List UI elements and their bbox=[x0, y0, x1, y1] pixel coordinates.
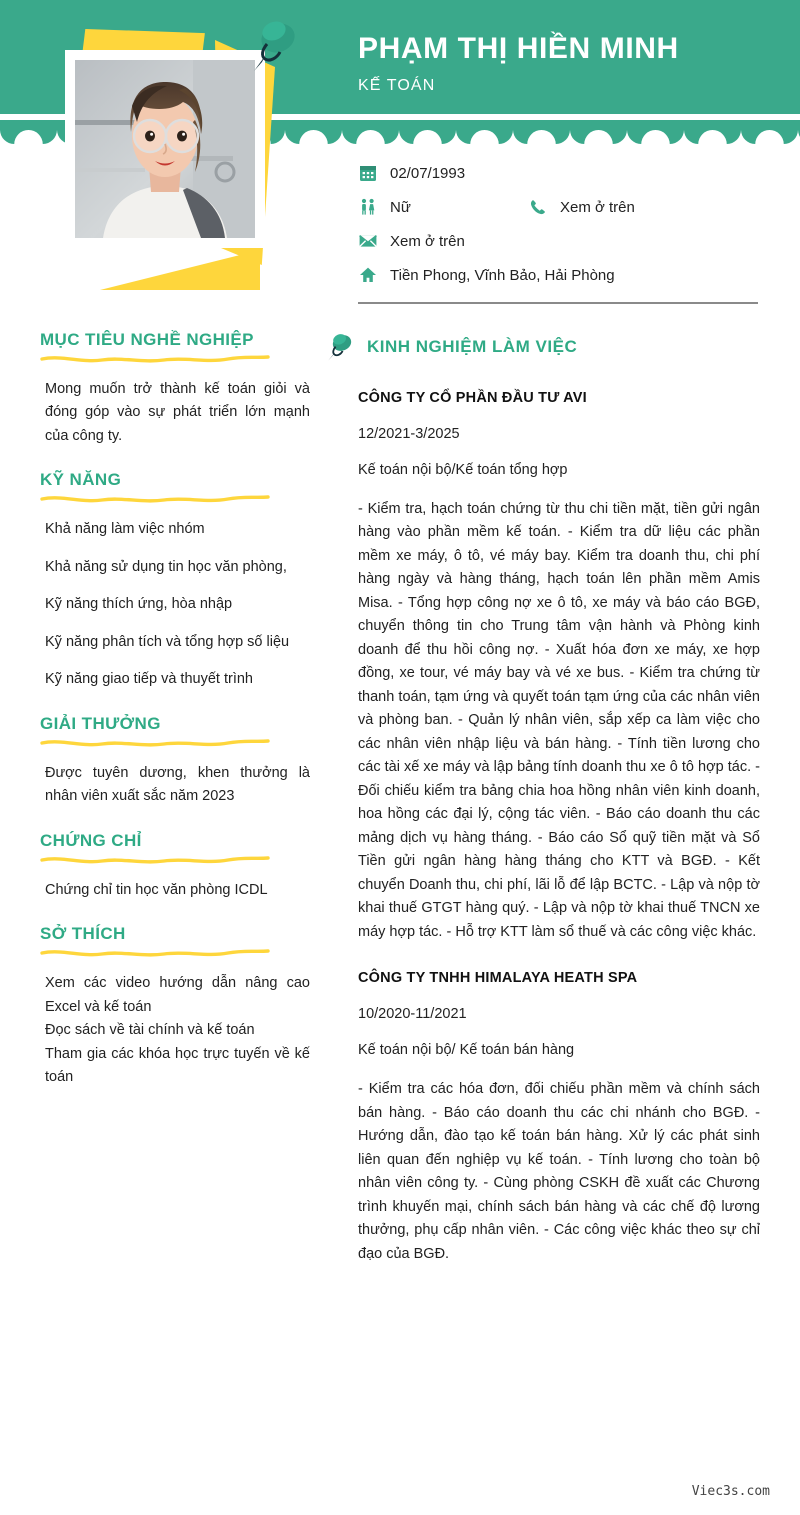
section-title-awards: GIẢI THƯỞNG bbox=[40, 713, 161, 733]
job-position: Kế toán nội bộ/Kế toán tổng hợp bbox=[358, 462, 568, 478]
envelope-icon bbox=[358, 231, 378, 251]
job-company-name: CÔNG TY TNHH HIMALAYA HEATH SPA bbox=[358, 970, 638, 987]
contact-row-birthday bbox=[358, 160, 758, 186]
gender-icon bbox=[358, 197, 378, 217]
avatar bbox=[75, 60, 255, 238]
job-role-subtitle: KẾ TOÁN bbox=[358, 77, 436, 94]
job-position: Kế toán nội bộ/ Kế toán bán hàng bbox=[358, 1042, 575, 1059]
squiggle-underline bbox=[40, 354, 270, 364]
squiggle-underline bbox=[40, 948, 270, 958]
objective-text: Mong muốn trở thành kế toán giỏi và đóng góp vào sự phát triển lớn mạnh của công ty. bbox=[45, 381, 310, 444]
contact-item-birthday bbox=[358, 163, 528, 183]
contact-value-address: Tiền Phong, Vĩnh Bảo, Hải Phòng bbox=[390, 266, 615, 284]
profile-photo-frame bbox=[65, 50, 265, 248]
squiggle-underline bbox=[40, 738, 270, 748]
contact-value-birthday: 02/07/1993 bbox=[390, 164, 466, 182]
section-awards bbox=[40, 714, 310, 809]
phone-icon bbox=[528, 197, 548, 217]
contact-item-phone bbox=[528, 197, 635, 217]
job-dates: 10/2020-11/2021 bbox=[358, 1006, 467, 1023]
job-entry bbox=[325, 970, 760, 1266]
contact-item-email bbox=[358, 231, 528, 251]
section-title-certificates: CHỨNG CHỈ bbox=[40, 830, 142, 850]
sidebar bbox=[40, 330, 310, 1112]
list-item: Đọc sách về tài chính và kế toán bbox=[45, 1022, 255, 1039]
calendar-icon bbox=[358, 163, 378, 183]
job-dates: 12/2021-3/2025 bbox=[358, 426, 460, 442]
experience-column bbox=[325, 332, 760, 1292]
contact-divider bbox=[358, 302, 758, 304]
pushpin-icon bbox=[248, 18, 300, 76]
hobbies-list bbox=[45, 972, 310, 1089]
list-item: Khả năng làm việc nhóm bbox=[45, 521, 205, 538]
experience-header bbox=[325, 332, 760, 362]
name-block bbox=[358, 32, 679, 95]
list-item: Khả năng sử dụng tin học văn phòng, bbox=[45, 558, 287, 575]
contact-item-address bbox=[358, 265, 615, 285]
contact-value-gender: Nữ bbox=[390, 198, 411, 216]
cv-header bbox=[0, 0, 800, 150]
skills-list bbox=[45, 518, 310, 691]
squiggle-underline bbox=[40, 494, 270, 504]
list-item: Kỹ năng giao tiếp và thuyết trình bbox=[45, 671, 253, 688]
watermark: Viec3s.com bbox=[691, 1484, 770, 1499]
section-title-skills: KỸ NĂNG bbox=[40, 470, 122, 490]
job-entry bbox=[325, 390, 760, 944]
contact-row-address bbox=[358, 262, 758, 288]
certificates-list bbox=[45, 879, 310, 902]
list-item: Được tuyên dương, khen thưởng là nhân viên xuất sắc năm 2023 bbox=[45, 764, 310, 805]
section-title-hobbies: SỞ THÍCH bbox=[40, 924, 126, 944]
section-title-objective: MỤC TIÊU NGHỀ NGHIỆP bbox=[40, 330, 254, 349]
contact-value-email: Xem ở trên bbox=[390, 232, 465, 250]
contact-info bbox=[358, 160, 758, 296]
section-hobbies bbox=[40, 924, 310, 1089]
section-certificates bbox=[40, 831, 310, 902]
list-item: Tham gia các khóa học trực tuyến về kế toán bbox=[45, 1045, 310, 1086]
awards-list bbox=[45, 762, 310, 809]
contact-row-email bbox=[358, 228, 758, 254]
section-objective bbox=[40, 330, 310, 448]
job-company-name: CÔNG TY CỔ PHẦN ĐẦU TƯ AVI bbox=[358, 390, 587, 406]
job-description: - Kiểm tra, hạch toán chứng từ thu chi tiền mặt, tiền gửi ngân hàng vào phần mềm kế toán. - Kiểm tra dữ liệu các phần mềm xe máy, ô tô, vé máy bay. Kiểm tra doanh thu, chi phí hàng ngày và hàng tháng, hạch toán lên phần mềm Amis Misa. - Tổng hợp công nợ xe ô tô, xe máy và báo cáo BGĐ, chuyển thông tin cho Trung tâm vận hành và Phòng kinh doanh để thu hồi công nợ. - Xuất hóa đơn xe máy, xe hợp đồng, xe tour, vé máy bay và vé xe bus. - Kiểm tra chứng từ thanh toán, tạm ứng và quyết toán tạm ứng của các nhân viên và phòng ban. - Quản lý nhân viên, sắp xếp ca làm việc cho các nhân viên nhập liệu và bán hàng. - Tính tiền lương cho các tài xế xe máy và lập bảng tính doanh thu xe ô tô hợp tác. - Đối chiếu kiểm tra bảng chia hoa hồng nhân viên kinh doanh, hoa hồng các đại lý, cộng tác viên. - Báo cáo doanh thu các mảng dịch vụ hàng tháng. - Báo cáo Sổ quỹ tiền mặt và Sổ Tiền gửi ngân hàng hàng tháng cho KTT và BGĐ. - Kết chuyển Doanh thu, chi phí, lãi lỗ để lập BCTC. - Lập và nộp tờ khai thuế GTGT hàng quý. - Lập và nộp tờ khai thuế TNCN xe máy hợp tác. - Hỗ trợ KTT làm sổ thuế và các công việc khác. bbox=[358, 501, 760, 940]
list-item: Xem các video hướng dẫn nâng cao Excel và kế toán bbox=[45, 975, 310, 1015]
pushpin-icon bbox=[325, 332, 355, 362]
list-item: Chứng chỉ tin học văn phòng ICDL bbox=[45, 881, 268, 898]
contact-row-gender-phone bbox=[358, 194, 758, 220]
squiggle-underline bbox=[40, 855, 270, 865]
home-icon bbox=[358, 265, 378, 285]
contact-item-gender bbox=[358, 197, 528, 217]
page-title: PHẠM THỊ HIỀN MINH bbox=[358, 32, 679, 65]
job-description: - Kiểm tra các hóa đơn, đối chiếu phần mềm và chính sách bán hàng. - Báo cáo doanh thu các chi nhánh cho BGĐ. - Hướng dẫn, đào tạo kế toán bán hàng. Xử lý các phát sinh liên quan đến nghiệp vụ kế toán. - Tính lương cho toàn bộ nhân viên công ty. - Cùng phòng CSKH đề xuất các Chương trình khuyến mại, chính sách bán hàng và các chế độ lương thưởng, phụ cấp nhân viên. - Các công việc khác theo sự chỉ đạo của BGĐ. bbox=[358, 1081, 760, 1262]
list-item: Kỹ năng thích ứng, hòa nhập bbox=[45, 596, 233, 613]
section-skills bbox=[40, 470, 310, 691]
contact-value-phone: Xem ở trên bbox=[560, 198, 635, 216]
yellow-accent-shape-3 bbox=[100, 250, 260, 290]
list-item: Kỹ năng phân tích và tổng hợp số liệu bbox=[45, 633, 290, 650]
section-title-experience: KINH NGHIỆM LÀM VIỆC bbox=[367, 337, 578, 356]
